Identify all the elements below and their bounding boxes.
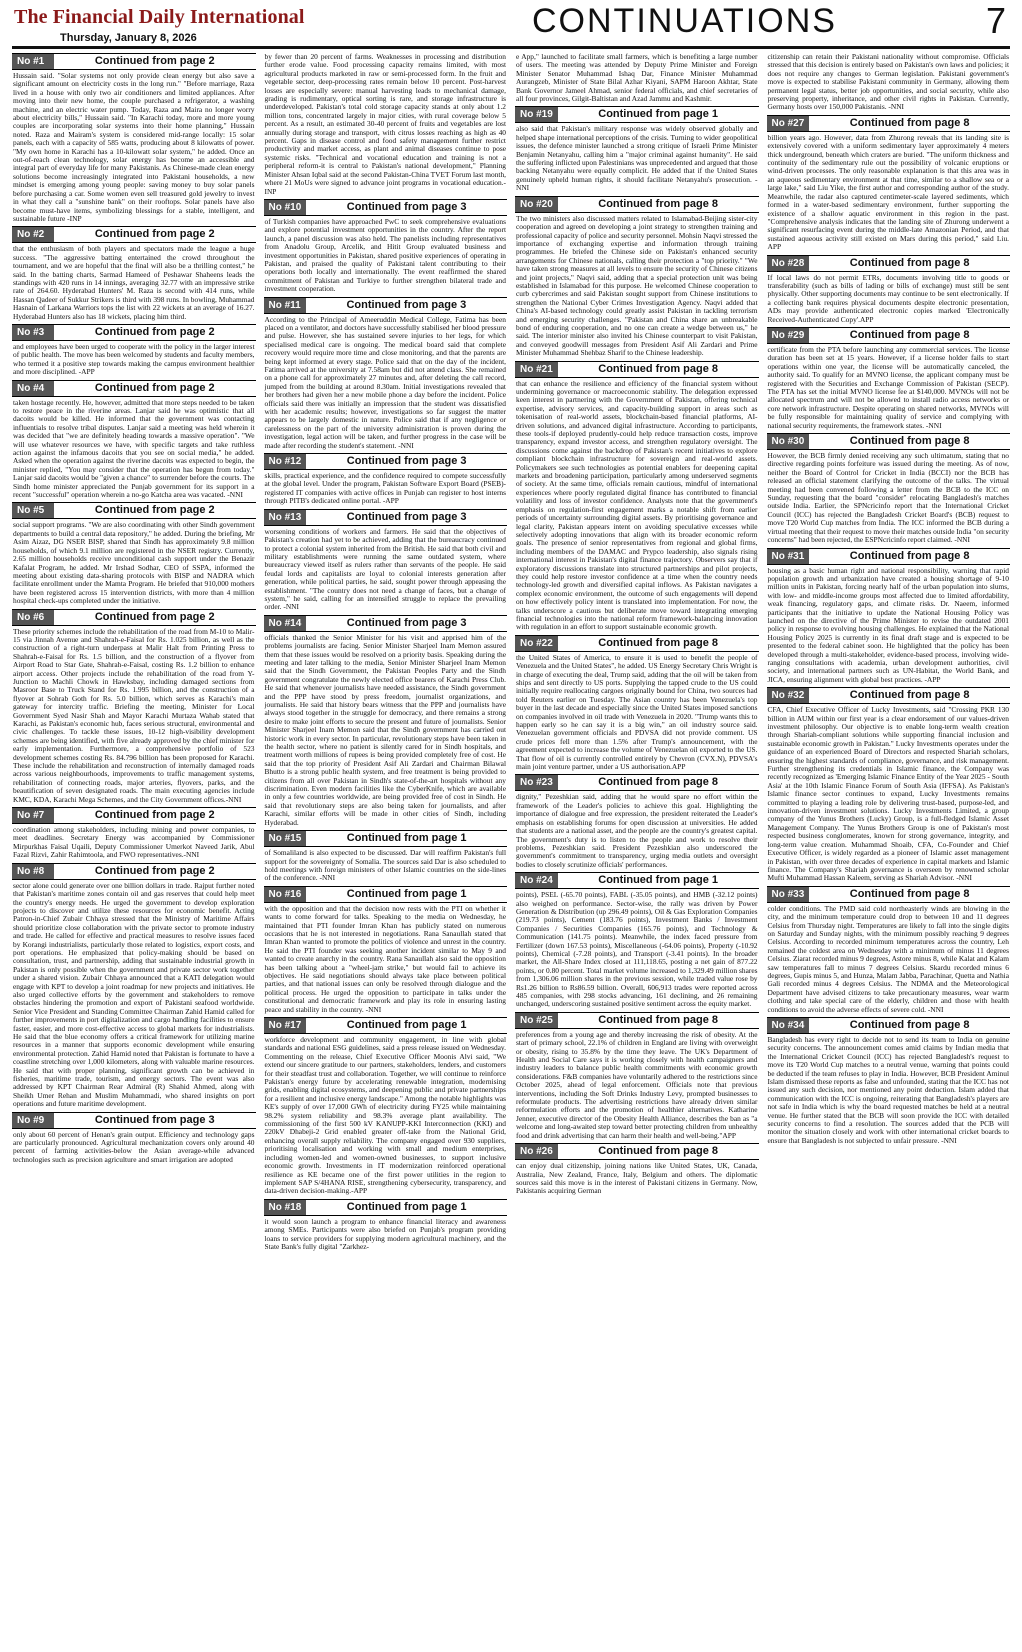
continued-from-label: Continued from page 8 bbox=[849, 1019, 970, 1031]
item-number-badge: No #9 bbox=[12, 1113, 54, 1128]
item-number-badge: No #32 bbox=[767, 688, 810, 703]
continuation-header bbox=[264, 1017, 508, 1034]
continuation-item bbox=[264, 1017, 508, 1196]
item-number-badge: No #28 bbox=[767, 256, 810, 271]
continuation-item bbox=[264, 886, 508, 1014]
continuation-item bbox=[264, 509, 508, 612]
article-body-text: only about 60 percent of Henan's grain output. Efficiency and technology gaps are particularly pronounced. Agricultural mechanization covers only around 40 percent of farming activities-below the Asian average-while advanced technologies such as precision agriculture and smart irrigation are adopted bbox=[13, 1129, 255, 1164]
item-number-badge: No #12 bbox=[264, 454, 307, 469]
continuation-item bbox=[767, 548, 1011, 685]
continued-from-label: Continued from page 8 bbox=[849, 435, 970, 448]
item-number-badge: No #30 bbox=[767, 434, 810, 449]
continued-from-label: Continued from page 2 bbox=[94, 610, 215, 623]
article-body-text: sector alone could generate over one billion dollars in trade. Rajput further noted that Pakistan's maritime zones contain oil and gas reserves that could help meet the country's energy needs. He urged the government to develop exploration projects to discover and utilize these resources for economic benefit. Acting Patron-in-Chief Zubair Chhaya stressed that the Ministry of Maritime Affairs should prioritize close collaboration with the private sector to promote industry and trade. He called for effective and practical measures to resolve issues faced by Korangi industrialists, particularly those related to logistics, export costs, and port operations. He emphasized that policy-making should be based on consultation, trust, and partnership, adding that sustainable industrial growth in Pakistan is only possible when the government and private sector work together under a shared vision. Zubair Chhaya announced that a KATI delegation would engage with KPT to develop a joint roadmap for new projects and initiatives. He also urged collective efforts by the government and stakeholders to remove obstacles hindering the promotion and export of Pakistani seafood worldwide. Senior Vice President and Standing Committee Chairman Zahid Hamid called for further improvements in port digitalization and cargo handling facilities to ensure faster, easier, and more cost-effective access to global markets for industrialists. He said that the blue economy offers a critical framework for utilizing marine resources in a manner that supports economic development while ensuring environmental protection. Zahid Hamid noted that Pakistan is fortunate to have a coastline stretching over 1,000 kilometers, along with valuable marine resources. He said that with proper planning, significant growth can be achieved in fisheries, maritime trade, tourism, and energy sectors. The event was also addressed by KPT Chairman Rear Admiral (R) Shahid Ahmed, along with Sheikh Umer Rehan and Muslim Muhammadi, who shared insights on port operations and future maritime development. bbox=[13, 880, 255, 1109]
continued-from-label: Continued from page 8 bbox=[598, 1145, 719, 1158]
continued-from-label: Continued from page 3 bbox=[346, 455, 467, 468]
continuation-header bbox=[515, 196, 759, 213]
continuation-header bbox=[12, 609, 256, 626]
continuation-header bbox=[12, 502, 256, 519]
column-2 bbox=[264, 53, 508, 1649]
continuation-header bbox=[12, 53, 256, 70]
continuation-item bbox=[515, 635, 759, 772]
item-number-badge: No #25 bbox=[515, 1013, 558, 1028]
article-body-text: taken hostage recently. He, however, admitted that more steps needed to be taken to restore peace in the riverine areas. Lanjar said he was optimistic that all dacoits would be killed. He informed that the government was contacting influentials to resolve tribal disputes. Lanjar said a meeting was held wherein it was decided that "we are definitely heading towards a massive operation". "We will use whatever resources we have, with specific targets and take ruthless action against the infamous dacoits that you see on social media," he added. Asked when the operation against the riverine dacoits was expected to begin, the minister replied, "You may consider that the operation has begun from today." Lanjar said dacoits would be "given a chance" to surrender before the courts. The Sindh home minister appreciated the Punjab government for its support in a recent "successful" operation wherein a no-go Katcha area was vacated. -NNI bbox=[13, 397, 255, 500]
article-body-text: points), PSEL (-65.70 points), FABL (-35.05 points), and HMB (-32.12 points) also weighed on performance. Sector-wise, the rally was driven by Power Generation & Distribution (up 296.49 points), Oil & Gas Exploration Companies (219.73 points), Cement (183.76 points), Investment Banks / Investment Companies / Securities Companies (165.76 points), and Technology & Communication (141.75 points). Meanwhile, the index faced pressure from Fertilizer (down 167.53 points), Miscellaneous (-64.06 points), Property (-10.92 points), Chemical (-7.28 points), and Transport (-3.41 points). In the broader market, the All-Share Index closed at 111,118.65, posting a net gain of 877.22 points, or 0.80 percent. Total market volume increased to 1,329.49 million shares from 1,306.06 million shares in the previous session, while traded value rose by Rs1.26 billion to Rs86.59 billion. Overall, 606,913 trades were reported across 485 companies, with 298 stocks advancing, 161 declining, and 26 remaining unchanged, underscoring sustained positive sentiment across the equity market. bbox=[516, 890, 758, 1009]
continued-from-label: Continued from page 8 bbox=[849, 256, 970, 269]
continuation-header bbox=[264, 615, 508, 632]
item-number-badge: No #19 bbox=[515, 107, 558, 122]
item-number-badge: No #33 bbox=[767, 887, 810, 902]
item-number-badge: No #34 bbox=[767, 1018, 810, 1033]
continuation-item bbox=[515, 196, 759, 358]
article-body-text: and employees have been urged to cooperate with the policy in the larger interest of public health. The move has been welcomed by students and faculty members, who termed it a positive step towards making the campus environment healthier and more disciplined. -APP bbox=[13, 341, 255, 377]
item-number-badge: No #15 bbox=[264, 831, 307, 846]
item-number-badge: No #24 bbox=[515, 873, 558, 888]
continued-from-label: Continued from page 3 bbox=[346, 510, 467, 523]
continued-from-label: Continued from page 2 bbox=[94, 381, 215, 394]
item-number-badge: No #7 bbox=[12, 808, 54, 823]
article-body-text: coordination among stakeholders, including mining and power companies, to meet deadlines. Secretary Energy was accompanied by Commissioner Mirpurkhas Faisal Uqaili, Deputy Commissioner Umerkot Naveed Jarik, Abul Fazal Rizvi, Zahir Rahimtoola, and FWO representatives.-NNI bbox=[13, 825, 255, 860]
article-body-text: These priority schemes include the rehabilitation of the road from M-10 to Malir-15 via Jinnah Avenue and Shahrah-e-Faisal for Rs. 1.025 billion, as well as the construction of a right-turn underpass at Malir Halt from Printing Press to Shahrah-e-Faisal for Rs. 1.5 billion, and the construction of a flyover from Airport Road to Star Gate, Shahrah-e-Faisal, costing Rs. 1.2 billion to enhance airport access. Other projects include the rehabilitation of the road from Y-Junction to Machli Chowk in Hawksbay, including damaged sections from Masroor Base to Truck Stand for Rs. 1.995 billion, and the construction of a flyover at Sohrab Goth for Rs. 5.0 billion, which serves as Karachi's main gateway for intercity traffic. Briefing the meeting, Minister for Local Government Syed Nasir Shah and Mayor Karachi Murtaza Wahab stated that Karachi, as Pakistan's economic hub, faces serious structural, environmental and civic challenges. To tackle these issues, 10-12 high-visibility development schemes are being identified, with five already approved by the chief minister for early implementation. Furthermore, a comprehensive portfolio of 523 development schemes costing Rs. 84.796 billion has been proposed for Karachi. These include the rehabilitation and reconstruction of internally damaged roads across various neighbourhoods, improvements to traffic management systems, rehabilitation of connecting roads, major arteries, flyovers, parks, and the beautification of seven designated roads. The main executing agencies include KMC, KDA, Karachi Mega Schemes, and the City Government offices.-NNI bbox=[13, 626, 255, 804]
continuation-item bbox=[515, 1012, 759, 1140]
continuation-header bbox=[515, 1143, 759, 1160]
continued-from-label: Continued from page 1 bbox=[346, 1019, 467, 1031]
continuation-item bbox=[515, 106, 759, 192]
continuation-header bbox=[264, 509, 508, 526]
continuation-item bbox=[12, 609, 256, 805]
continuation-item bbox=[12, 324, 256, 377]
article-body-text: e App," launched to facilitate small farmers, which is benefiting a large number of users. The meeting was attended by Deputy Prime Minister and Foreign Minister Senator Muhammad Ishaq Dar, Finance Minister Muhammad Aurangzeb, Minister of State Bilal Azhar Kiyani, SAPM Haroon Akhtar, State Bank Governor Jameel Ahmad, senior federal officials, and chief secretaries of all four provinces, Gilgit-Baltistan and Azad Jammu and Kashmir. bbox=[516, 53, 758, 104]
continuation-header bbox=[767, 687, 1011, 704]
article-body-text: also said that Pakistan's military response was widely observed globally and helped shape international perceptions of the crisis. Turning to wider geopolitical issues, the defence minister launched a strong critique of Israeli Prime Minister Benjamin Netanyahu, calling him a "major criminal against humanity". He said the suffering inflicted upon Palestinians was unprecedented and argued that those backing Netanyahu were equally complicit. He added that if the United States genuinely upheld human rights, it should facilitate Netanyahu's prosecution. -NNI bbox=[516, 124, 758, 193]
continuation-item bbox=[515, 1143, 759, 1196]
continuation-header bbox=[12, 226, 256, 243]
continuation-item bbox=[264, 453, 508, 506]
article-body-text: billion years ago. However, data from Zhurong reveals that its landing site is extensively covered with a uniform sedimentary layer approximately 4 meters thick underground, beneath which craters are buried. "The uniform thickness and continuity of the sedimentary rule out the possibility of volcanic eruptions or wind-driven processes. The only reasonable explanation is that this area was in an aqueous sedimentary environment at that time, similar to a shallow sea or a large lake," said Liu Yike, the first author and corresponding author of the study. Meanwhile, the radar also captured centimeter-scale layered sediments, which formed in a water-based sedimentary environment, further supporting the existence of a shallow aquatic environment in this region in the past. "Comprehensive analysis indicates that the landing site of Zhurong underwent a significant resurfacing event during the middle-late Amazonian Period, and that sustained aqueous activity still existed on Mars during this period," said Liu. APP bbox=[767, 132, 1009, 252]
continuation-header bbox=[767, 327, 1011, 344]
item-number-badge: No #8 bbox=[12, 864, 54, 879]
continued-from-label: Continued from page 2 bbox=[94, 55, 215, 67]
item-number-badge: No #6 bbox=[12, 610, 54, 625]
continued-from-label: Continued from page 2 bbox=[94, 228, 215, 241]
continuation-item bbox=[12, 53, 256, 223]
article-body-text: housing as a basic human right and national responsibility, warning that rapid population growth and urbanization have created a housing shortage of 9-10 million units in Pakistan, forcing nearly half of the urban population into slums, with low- and middle-income groups most affected due to limited affordability, weak financing, regulatory gaps, and climate risks. Dr. Naeem, informed participants that the initiative to update the National Housing Policy was launched on the directive of the Prime Minister to revise the outdated 2001 policy in response to evolving housing challenges. He explained that the National Housing Policy 2025 is currently in its final draft stage and is expected to be presented to the federal cabinet soon. He highlighted that the policy has been developed through a multi-stakeholder, evidence-based process, involving wide-ranging consultations with academia, urban development authorities, civil society, and international partners such as UN-Habitat, the World Bank, and JICA, ensuring alignment with global best practices. -APP bbox=[767, 565, 1009, 684]
continuation-header bbox=[767, 433, 1011, 450]
continuation-item bbox=[264, 199, 508, 294]
item-number-badge: No #22 bbox=[515, 636, 558, 651]
continuation-header bbox=[264, 1199, 508, 1216]
article-body-text: If local laws do not permit ETRs, documents involving title to goods or transferability (such as bills of lading or bills of exchange) must still be sent physically. Other supporting documents may continue to be sent electronically. If a collecting bank requires physical documents despite electronic presentation, ADs may provide authenticated electronic copies marked 'Electronically Received-Authenticated Copy'.APP bbox=[767, 272, 1009, 324]
continuation-header bbox=[12, 863, 256, 880]
continuation-item bbox=[12, 226, 256, 321]
newspaper-brand[interactable]: The Financial Daily International bbox=[14, 6, 305, 28]
column-4 bbox=[767, 53, 1011, 1649]
continuation-item bbox=[12, 863, 256, 1109]
continuation-header bbox=[515, 1012, 759, 1029]
article-body-text: colder conditions. The PMD said cold northeasterly winds are blowing in the city, and the minimum temperature could drop to between 10 and 11 degrees Celsius from Thursday night. Temperatures are likely to fall into the single digits on Saturday and Sunday nights, with the minimum possibly reaching 9 degrees Celsius. According to recorded minimum temperatures across the country, Leh remained the coldest area on Wednesday with a minimum of minus 11 degrees Celsius. Ziarat recorded minus 9 degrees, Astore minus 8, while Kalat and Kalam saw temperatures fall to minus 7 degrees Celsius. Skardu recorded minus 6 degrees, Gupis minus 5, and Hunza, Malam Jabba, Parachinar, Quetta and Nathia Gali recorded minus 4 degrees Celsius. The NDMA and the Meteorological Department have advised citizens to take precautionary measures, wear warm clothing and take special care of the elderly, children and those with health conditions to avoid the adverse effects of severe cold. -NNI bbox=[767, 903, 1009, 1014]
article-body-text: social support programs. "We are also coordinating with other Sindh government departments to build a central data repository," he added. During the briefing, Mr Asim Aizaz, DG NSER BISP, shared that Sindh has approximately 9.8 million households, of which 9.1 million are registered in the NSER registry. Currently, 2.65 million households receive unconditional cash support under the Benazir Kafalat Program, he added. Mr Irshad Sodhar, CEO of SSPA, informed the meeting about existing data-sharing protocols with BISP and NADRA which facilitate enrollment under the Mamta Program. He briefed that 910,000 mothers have been registered across 15 intervention districts, with more than 4 million hospital check-ups completed under the initiative. bbox=[13, 520, 255, 606]
continuation-item bbox=[515, 53, 759, 103]
continuation-header bbox=[264, 199, 508, 216]
article-body-text: that can enhance the resilience and efficiency of the financial system without undermining governance or macroeconomic stability. The delegation expressed keen interest in partnering with the Government of Pakistan, offering technical expertise, advisory services, and capacity-building support in areas such as tokenisation of real-world assets, blockchain-based financial platforms, AI-driven solutions, and advanced digital infrastructure. According to participants, these tools-if deployed prudently-could help reduce transaction costs, improve transparency, expand investor access, and strengthen regulatory oversight. The discussions come against the backdrop of Pakistan's recent initiatives to explore compliant blockchain infrastructure for sovereign and real-world assets. Policymakers see such technologies as potential enablers for deepening capital markets and broadening participation, particularly among underserved segments of society. At the same time, officials remain cautious, mindful of international experiences where poorly regulated digital finance has contributed to financial volatility and loss of investor confidence. Analysts note that the government's emphasis on regulation-first engagement marks a notable shift from earlier periods of uncertainty surrounding digital assets. By prioritising governance and legal clarity, Pakistan appears intent on avoiding speculative excesses while selectively adopting innovations that align with its broader economic reform goals. The presence of senior representatives from regional and global firms, including members of the DAMAC and Prypco leadership, also signals rising international interest in Pakistan's digital finance trajectory. Observers say that if exploratory discussions translate into structured partnerships and pilot projects, they could help restore investor confidence at a time when the country needs technology-led growth and diversified capital inflows. As Pakistan navigates a complex economic environment, the outcome of such engagements will depend on how effectively policy intent is translated into implementation. For now, the talks underscore a cautious but deliberate move toward integrating emerging financial technologies into the national reform framework-balancing innovation with regulation in an effort to support sustainable economic growth. bbox=[516, 378, 758, 632]
page-number: 7 bbox=[985, 0, 1006, 41]
continuation-item bbox=[767, 327, 1011, 430]
continued-from-label: Continued from page 3 bbox=[346, 298, 467, 311]
masthead-rule bbox=[12, 46, 1010, 49]
article-body-text: certificate from the PTA before launching any commercial services. The license duration has been set at 15 years. However, if a license holder fails to start operations within one year, the license will be automatically canceled, the authority said. To qualify for an MVNO license, the applicant company must be registered with the Securities and Exchange Commission of Pakistan (SECP). The PTA has set the initial MVNO license fee at $140,000. MVNOs will not be allocated spectrum and will not be allowed to install radio access networks or core network infrastructure. Despite operating on shared networks, MVNOs will be fully responsible for maintaining quality of service and complying with national security requirements, the framework states. -NNI bbox=[767, 344, 1009, 430]
article-body-text: The two ministers also discussed matters related to Islamabad-Beijing sister-city cooperation and agreed on developing a joint strategy to strengthen training and professional capacity of police and security personnel. Mohsin Naqvi stressed the importance of exchanging expertise and information through training programmes. He briefed the Chinese side on Pakistan's enhanced security arrangements for Chinese nationals, calling their protection a "top priority." "We have taken strong measures at all levels to ensure the security of Chinese citizens and joint projects," Naqvi said, adding that a special protection unit was being established in Islamabad for this purpose. He welcomed Chinese cooperation to curb cybercrimes and said Pakistan sought support from Chinese institutions to strengthen the National Cyber Crimes Investigation Agency. Naqvi added that China's AI-based technology could greatly assist Pakistan in tackling terrorism and emerging security challenges. "Pakistan and China share an unbreakable bond of enduring cooperation, and no one can create a wedge between us," he said. The interior minister also invited his Chinese counterpart to visit Pakistan, and conveyed goodwill messages from President Asif Ali Zardari and Prime Minister Muhammad Shehbaz Sharif to the Chinese leadership. bbox=[516, 213, 758, 358]
item-number-badge: No #16 bbox=[264, 887, 307, 902]
column-3 bbox=[515, 53, 759, 1649]
item-number-badge: No #1 bbox=[12, 54, 54, 69]
continued-from-label: Continued from page 8 bbox=[598, 362, 719, 375]
continuation-item bbox=[12, 502, 256, 605]
continuation-item bbox=[767, 115, 1011, 252]
continuation-header bbox=[12, 807, 256, 824]
article-columns bbox=[12, 53, 1010, 1649]
continued-from-label: Continued from page 2 bbox=[94, 504, 215, 517]
issue-date: Thursday, January 8, 2026 bbox=[60, 32, 197, 44]
article-body-text: preferences from a young age and thereby increasing the risk of obesity. At the start of primary school, 22.1% of children in England are living with overweight or obesity, rising to 35.8% by the time they leave. The UK's Department of Health and Social Care says it is working closely with health campaigners and industry leaders to balance public health commitments with economic growth considerations. F&B companies have voluntarily adhered to the restrictions since October 2025, ahead of legal enforcement. Officials note that previous interventions, including the Soft Drinks Industry Levy, prompted businesses to reformulate products. The advertising restrictions have already driven similar reformulation efforts and the promotion of healthier alternatives. Katharine Jenner, executive director of the Obesity Health Alliance, describes the ban as "a welcome and long-awaited step toward better protecting children from unhealthy food and drink advertising that can harm their health and well-being."APP bbox=[516, 1029, 758, 1140]
item-number-badge: No #14 bbox=[264, 616, 307, 631]
item-number-badge: No #17 bbox=[264, 1018, 307, 1033]
continuation-header bbox=[12, 380, 256, 397]
continued-from-label: Continued from page 2 bbox=[94, 325, 215, 338]
continued-from-label: Continued from page 8 bbox=[849, 116, 970, 129]
continuation-header bbox=[264, 453, 508, 470]
continuation-header bbox=[12, 1112, 256, 1129]
continued-from-label: Continued from page 1 bbox=[346, 887, 467, 900]
continuation-header bbox=[515, 635, 759, 652]
continued-from-label: Continued from page 1 bbox=[346, 832, 467, 845]
article-body-text: it would soon launch a program to enhance financial literacy and awareness among SMEs. Participants were also briefed on Punjab's program providing loans to service providers for supplying modern agricultural machinery, and the State Bank's fully digital "Zarkhez- bbox=[264, 1216, 506, 1251]
article-body-text: the United States of America, to ensure it is used to benefit the people of Venezuela and the United States", he added. US Energy Secretary Chris Wright is in charge of executing the deal, Trump said, adding that the oil will be taken from ships and sent directly to US ports. Supplying the tapped crude to the US could initially require reallocating cargoes originally bound for China, two sources had told Reuters earlier on Tuesday. The Asian country has been Venezuela's top buyer in the last decade and especially since the United States imposed sanctions on companies involved in oil trade with Venezuela in 2020. "Trump wants this to happen early so he can say it is a big win," an oil industry source said. Venezuelan government officials and PDVSA did not provide comment. US crude prices fell more than 1.5% after Trump's announcement, with the agreement expected to increase the volume of Venezuelan oil exported to the US. That flow of oil is currently controlled entirely by Chevron (CVX.N), PDVSA's main joint venture partner, under a US authorisation.APP bbox=[516, 652, 758, 772]
continuation-header bbox=[767, 886, 1011, 903]
continuation-header bbox=[767, 115, 1011, 132]
continuation-item bbox=[767, 1017, 1011, 1145]
continuation-item bbox=[515, 774, 759, 869]
continuation-item bbox=[12, 807, 256, 860]
continuation-header bbox=[12, 324, 256, 341]
continuation-header bbox=[515, 774, 759, 791]
continuation-item bbox=[515, 872, 759, 1009]
article-body-text: skills, practical experience, and the confidence required to compete successfully at the global level. Under the program, Pakistan Software Export Board (PSEB)-registered IT companies with active offices in Punjab can register to host interns through PITB's dedicated online portal. -APP bbox=[264, 471, 506, 506]
item-number-badge: No #27 bbox=[767, 116, 810, 131]
article-body-text: However, the BCB firmly denied receiving any such ultimatum, stating that no directive regarding points forfeiture was issued during the meeting. As of now, neither the Board of Control for Cricket in India (BCCI) nor the BCB has released an official statement clarifying the outcome of the talks. The virtual meeting had been convened following a letter from the BCB to the ICC on Sunday, requesting that the board "consider" relocating Bangladesh's matches outside India. Earlier, the SPNcricinfo report that the International Cricket Council (ICC) has rejected the Bangladesh Cricket Board's (BCB) request to move T20 World Cup matches from India. The ICC informed the BCB during a virtual meeting that their request to move their matches outside India "on security concerns" had been rejected, the ESPNcricinfo report claimed. -NNI bbox=[767, 451, 1010, 545]
article-body-text: CFA, Chief Executive Officer of Lucky Investments, said "Crossing PKR 130 billion in AUM within our first year is a clear endorsement of our values-driven investment philosophy. Our objective is to enable long-term wealth creation through Shariah-compliant solutions while supporting financial inclusion and sustainable economic growth in Pakistan." Lucky Investments operates under the guidance of an experienced Board of Directors and respected Shariah scholars, ensuring the highest standards of compliance, governance, and risk management. Further strengthening its credentials in Islamic finance, the Company was recently recognized as 'Emerging Islamic Finance Entity of the Year 2025 - South Asia' at the 10th Islamic Finance Forum of South Asia (IFFSA). As Pakistan's Islamic finance sector continues to expand, Lucky Investments remains committed to playing a leading role by delivering trust-based, purpose-led, and innovation-driven investment solutions. Lucky Investments Limited, a group company of the Yunus Brothers (Lucky) Group, is a full-fledged Islamic Asset Management Company. The Yunus Brothers Group is one of Pakistan's most respected business conglomerates, known for strong governance, integrity, and long-term value creation. Muhammad Shoaib, CFA, Co-Founder and Chief Executive Officer, is widely regarded as a pioneer of Islamic asset management in Pakistan, with over three decades of experience in capital markets and Islamic finance. The Company's Shariah governance is overseen by renowned scholar Mufti Muhammad Hassan Kaleem, serving as Shariah Advisor. -NNI bbox=[767, 705, 1009, 883]
article-body-text: that the enthusiasm of both players and spectators made the league a huge success. "The aggressive batting entertained the crowd throughout the tournament, and we are hopeful that the final will also be a thrilling contest," he said. In the batting charts, Sarmad Hameed of Peshawar Shaheens leads the standings with 420 runs in 14 innings, averaging 32.77 with an impressive strike rate of 264.60. Hyderabad Hunters' M. Raza is second with 414 runs, while Hassan Qadeer of Sukkur Strikers is third with 398 runs. In bowling, Muhammad Hasnain of Larkana Warriors tops the list with 22 wickets at an average of 16.27. Hyderabad Hunters also has 18 wickets, placing him third. bbox=[13, 244, 255, 321]
article-body-text: of Somaliland is also expected to be discussed. Dar will reaffirm Pakistan's full support for the sovereignty of Somalia. The sources said Dar is also scheduled to hold meetings with foreign ministers of other Islamic countries on the side-lines of the conference. -NNI bbox=[264, 848, 506, 883]
continued-from-label: Continued from page 8 bbox=[849, 328, 970, 341]
continuation-header bbox=[264, 830, 508, 847]
item-number-badge: No #26 bbox=[515, 1144, 558, 1159]
continued-from-label: Continued from page 2 bbox=[94, 809, 215, 822]
item-number-badge: No #21 bbox=[515, 362, 558, 377]
continued-from-label: Continued from page 8 bbox=[598, 197, 719, 210]
continued-from-label: Continued from page 8 bbox=[849, 549, 970, 562]
continuation-header bbox=[264, 886, 508, 903]
continuation-item bbox=[12, 1112, 256, 1165]
continuation-item bbox=[264, 297, 508, 451]
continued-from-label: Continued from page 3 bbox=[94, 1113, 215, 1126]
article-body-text: worsening conditions of workers and farmers. He said that the objectives of Pakistan's creation had yet to be achieved, adding that the bureaucracy continued to protect a colonial system inherited from the British. He said that both civil and military establishments were running the same outdated system, where bureaucracy viewed itself as rulers rather than servants of the people. He said feudal lords and capitalists are loyal to colonial interests generation after generation, while political parties, he said, sought power through appeasing the establishment. "The country does not need a change of faces, but a change of system," he said, calling for an intensified struggle to replace the prevailing order. -NNI bbox=[264, 526, 506, 612]
item-number-badge: No #29 bbox=[767, 328, 810, 343]
continuation-item bbox=[264, 615, 508, 827]
continuation-header bbox=[767, 548, 1011, 565]
item-number-badge: No #31 bbox=[767, 549, 810, 564]
item-number-badge: No #18 bbox=[264, 1200, 307, 1215]
continued-from-label: Continued from page 8 bbox=[849, 887, 970, 900]
article-body-text: dignity," Pezeshkian said, adding that he would spare no effort within the framework of the Leader's policies to achieve this goal. Highlighting the importance of dialogue and free expression, the president reiterated the Leader's emphasis on establishing forums for open discussion at universities. He added that students are a national asset, and the people are the country's greatest capital. The government's duty is to listen to the people and work to resolve their problems, Pezeshkian said. President Pezeshkian also underscored the government's commitment to transparency, urging media outlets and oversight bodies to closely scrutinize officials' performances. bbox=[516, 792, 758, 869]
masthead bbox=[12, 0, 1010, 46]
article-body-text: Hussain said. "Solar systems not only provide clean energy but also save a significant amount on electricity costs in the long run." "Before marriage, Raza lived in a house with only two air conditioners and limited appliances. After moving into their new home, the couple purchased a refrigerator, a washing machine, and an electric water pump. Today, Raza and Maira no longer worry about electricity bills," Hussain said. "In Karachi today, more and more young couples are incorporating solar systems into their home planning," Hussain noted. Raza and Mairam's system is considered mid-range locally: 15 solar panels, each with a capacity of 585 watts, producing about 8 kilowatts of power. "My own home in Karachi has a 10-kilowatt solar system," he added. Once an out-of-reach clean technology, solar energy has become an accessible and integral part of everyday life for many Pakistanis. As Chinese-made clean energy solutions become increasingly integrated into Pakistani households, a new mindset is emerging among young people: saving money to buy solar panels before purchasing a car. Some women even sell treasured gold jewelry to invest in what they call a "sunshine bank" on their rooftops. Solar panels have also become must-have items, symbolizing blessings for a stable, intelligent, and sustainable future -INP bbox=[13, 71, 255, 223]
item-number-badge: No #5 bbox=[12, 503, 54, 518]
continuation-header bbox=[515, 106, 759, 123]
item-number-badge: No #4 bbox=[12, 381, 54, 396]
article-body-text: According to the Principal of Ameeruddin Medical College, Fatima has been placed on a ventilator, and doctors have successfully stabilised her blood pressure and pulse. However, she has sustained severe injuries to her legs, for which specialised medical care is ongoing. The medical board said that complete recovery would require more time and close monitoring, and that the parents are being kept informed at every stage. Police said that on the day of the incident, Fatima arrived at the university at 7.58am but did not attend class. She remained on a phone call for approximately 27 minutes and, after deleting the call record, jumped from the building at around 8.30am. Initial investigations revealed that her brothers had given her a new mobile phone a day before the incident. Police officials said there was initially an impression that the student was dissatisfied with her academic results; however, investigations so far suggest the matter appears to be largely domestic in nature. Police said that if any negligence or carelessness on the part of the university administration is proven during the investigation, legal action will be taken, and further progress in the case will be made after recording the student's statement. -NNI bbox=[264, 314, 506, 450]
article-body-text: workforce development and community engagement, in line with global standards and national ESG guidelines, said a press release issued on Wednesday. Commenting on the release, Chief Executive Officer Moonis Alvi said, "We extend our sincere gratitude to our partners, stakeholders, lenders, and customers for their steadfast trust and collaboration. Together, we will continue to reinforce Pakistan's energy future by accelerating renewable integration, modernising grids, enabling digital ecosystems, and deepening public and private partnerships for a resilient and inclusive energy landscape." Among the notable highlights was KE's supply of over 17,000 GWh of electricity during FY25 while maintaining 98.2% system reliability and 98.3% average plant availability. The commissioning of the first 500 kV KANUPP-KKI Interconnection (KKI) and 220kV Dhabeji-2 Grid enabled greater off-take from the National Grid, enhancing overall supply reliability. The company engaged over 930 suppliers, prioritising localisation and working with small and medium enterprises, including women-led and women-owned businesses, to support inclusive economic growth. Investments in IT modernization reinforced operational resilience as KE became one of the first power utilities in the region to implement SAP S/4HANA RISE, strengthening cybersecurity, transparency, and data-driven decision-making.-APP bbox=[264, 1035, 506, 1196]
continued-from-label: Continued from page 1 bbox=[598, 874, 719, 887]
continuation-header bbox=[767, 1017, 1011, 1034]
continued-from-label: Continued from page 2 bbox=[94, 864, 215, 877]
continued-from-label: Continued from page 1 bbox=[598, 108, 719, 121]
section-title: CONTINUATIONS bbox=[532, 2, 837, 40]
article-body-text: with the opposition and that the decision now rests with the PTI on whether it wants to come forward for talks. Speaking to the media on Wednesday, he maintained that PTI founder Imran Khan has publicly stated on numerous occasions that he is not interested in negotiations. Rana Sanaullah stated that Imran Khan wanted to promote the politics of violence and unrest in the country. He said the PTI founder was seeking another incident similar to May 9 and wanted to create anarchy in the country. Rana Sanaullah also said the opposition has been talking about a "wheel-jam strike," but would fail to achieve its objectives. He said negotiations should always take place between political parties, and that national issues can only be resolved through dialogue and the political process. He urged the opposition to participate in talks under the constitutional and democratic framework and play its role in ensuring lasting peace and stability in the country. -NNI bbox=[264, 903, 506, 1014]
continuation-item bbox=[12, 380, 256, 500]
item-number-badge: No #10 bbox=[264, 200, 307, 215]
article-body-text: Bangladesh has every right to decide not to send its team to India on genuine security concerns. The announcement comes amid claims by Indian media that the International Cricket Council (ICC) has rejected Bangladesh's request to move its T20 World Cup matches to a neutral venue, warning that points could be deducted if the team refuses to play in India. However, BCB President Aminul Islam dismissed these reports as false and unfounded, stating that the ICC has not issued any such decision, nor mentioned any point deduction. Islam added that communication with the ICC is ongoing, reiterating that Bangladesh's players are not safe in India which is why the board requested matches be held at a neutral venue. He further stated that the BCB will soon provide the ICC with detailed security concerns to find a resolution. The sources added that the PCB will monitor the situation closely and work with other international cricket boards to ensure that Bangladesh is not subjected to unfair pressure. -NNI bbox=[767, 1035, 1009, 1145]
continued-from-label: Continued from page 1 bbox=[346, 1200, 467, 1213]
item-number-badge: No #23 bbox=[515, 775, 558, 790]
continued-from-label: Continued from page 3 bbox=[346, 616, 467, 629]
continuation-item bbox=[767, 433, 1011, 544]
item-number-badge: No #3 bbox=[12, 325, 54, 340]
continuation-header bbox=[264, 297, 508, 314]
article-body-text: officials thanked the Senior Minister for his visit and apprised him of the problems journalists are facing. Senior Minister Sharjeel Inam Memon assured them that these issues would be resolved on a priority basis. Speaking during the meeting and later talking to the media, Senior Minister Sharjeel Inam Memon said that the Sindh Government, the Pakistan Peoples Party and the Sindh government congratulate the newly elected office bearers of Karachi Press Club. He said that whenever journalists have needed assistance, the Sindh government and the PPP have stood by press freedom, journalist organizations, and journalists. He said that history bears witness that the PPP and journalists have always stood together in the struggle for democracy, and there remains a strong desire to make joint efforts to secure the present and future of journalists. Senior Minister Sharjeel Inam Memon said that the Sindh government has carried out historic work in every sector. In particular, revolutionary steps have been taken in the health sector, where no patient is silently cared for in Sindh hospitals, and treatment worth millions of rupees is being provided completely free of cost. He said that the top priority of President Asif Ali Zardari and Chairman Bilawal Bhutto is a strong public health system, and free treatment is being provided to citizens from all over Pakistan in Sindh's state-of-the-art hospitals without any discrimination. Even modern facilities like the CyberKnife, which are available in only a few countries worldwide, are being provided free of cost in Sindh. He said that revolutionary steps are also being taken for journalists, and after Karachi, similar efforts will be made in other cities of Sindh, including Hyderabad. bbox=[264, 632, 506, 827]
continued-from-label: Continued from page 8 bbox=[598, 776, 719, 789]
continuation-item bbox=[767, 255, 1011, 324]
continuation-item bbox=[767, 687, 1011, 883]
continuation-header bbox=[515, 872, 759, 889]
continuation-item bbox=[767, 53, 1011, 112]
continuation-item bbox=[264, 53, 508, 196]
item-number-badge: No #13 bbox=[264, 510, 307, 525]
column-1 bbox=[12, 53, 256, 1649]
continuation-item bbox=[515, 361, 759, 632]
continuation-item bbox=[767, 886, 1011, 1014]
continued-from-label: Continued from page 3 bbox=[346, 200, 467, 213]
article-body-text: can enjoy dual citizenship, joining nations like United States, UK, Canada, Australia, New Zealand, France, Italy, Belgium and others. The diplomatic sources said this move is in the interest of Pakistani citizens in Germany. Now, Pakistanis acquiring German bbox=[516, 1161, 758, 1196]
article-body-text: by fewer than 20 percent of farms. Weaknesses in processing and distribution further erode value. Food processing capacity remains limited, with most agricultural products marketed in raw or semi-processed form. In the fruit and vegetable sector, deep-processing rates remain below 10 percent. Post-harvest losses are especially severe: manual harvesting leads to mechanical damage, grading is rudimentary, optical sorting is rare, and storage infrastructure is underdeveloped. Pakistan's total cold storage capacity stands at only about 1.2 million tons, concentrated largely in major cities, with rural coverage below 5 percent. As a result, an estimated 30-40 percent of fruits and vegetables are lost annually during storage and transport, with citrus losses reaching as high as 40 percent. Gaps in disease control and food safety management further restrict productivity and market access, as plant and animal diseases continue to pose systemic risks. "Technical and vocational education and training is not a peripheral reform-it is central to Pakistan's national development," Planning Minister Ahsan Iqbal said at the second Pakistan-China TVET Forum last month, where 21 MoUs were signed to advance joint programs in vocational education.-INP bbox=[264, 53, 506, 196]
item-number-badge: No #20 bbox=[515, 197, 558, 212]
continuation-header bbox=[515, 361, 759, 378]
item-number-badge: No #11 bbox=[264, 298, 306, 313]
continuation-header bbox=[767, 255, 1011, 272]
continued-from-label: Continued from page 8 bbox=[598, 636, 719, 649]
continued-from-label: Continued from page 8 bbox=[849, 689, 970, 702]
item-number-badge: No #2 bbox=[12, 227, 54, 242]
continuation-item bbox=[264, 830, 508, 883]
continued-from-label: Continued from page 8 bbox=[598, 1013, 719, 1026]
article-body-text: of Turkish companies have approached PwC to seek comprehensive evaluations and explore potential investment opportunities in the country. After the report launch, a panel discussion was also held. The panelists including representatives from Anadolu Group, Arcelik, and Hitit Group evaluated business and investment opportunities in Pakistan, shared positive experiences of operating in Pakistan, and praised the quality of Pakistani talent contributing to their operations both locally and internationally. The event reaffirmed the shared commitment of Pakistan and Turkiye to further strengthen bilateral trade and investment cooperation. bbox=[264, 216, 506, 294]
continuation-item bbox=[264, 1199, 508, 1252]
article-body-text: citizenship can retain their Pakistani nationality without compromise. Officials stressed that this decision is entirely based on Pakistan's own laws and policies; it does not require any changes to German legislation. Pakistani government's move is expected to stabilise Pakistani community in Germany, allowing them permanent legal status, better job opportunities, and social security, while also preserving property, inheritance, and other civil rights in Pakistan. Currently, Germany hosts over 150,000 Pakistanis. -NNI bbox=[767, 53, 1009, 112]
